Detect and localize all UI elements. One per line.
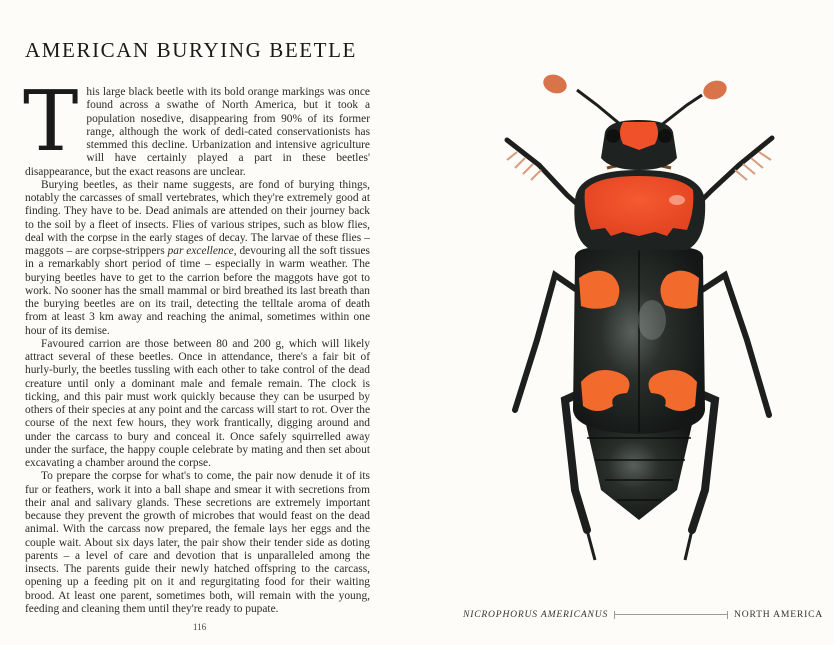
- paragraph-1: [23, 73, 370, 179]
- paragraph-text: , devouring all the soft tissues in a remarkably short period of time – especially in warm weather. The burying beetles have to get to the carrion before the maggots have got to work. No sooner has the small mammal or bird breathed its last breath than the burying beetles are on its trail, detecting the telltale aroma of death from at least 3 km away and reaching the animal, sometimes within one hour of its demise.: [25, 245, 370, 337]
- pronotum-orange: [585, 176, 694, 236]
- drop-cap: T: [23, 73, 79, 170]
- paragraph-text: Burying beetles, as their name suggests, are fond of burying things, notably the carcasses of small vertebrates, which they're extremely good at finding. They have to be. Dead animals are attended on their journey back to the soil by a fleet of insects. Flies of various stripes, such as blow flies, deal with the corpse in the early stages of decay. The larvae of these flies – maggots – are corpse-strippers: [25, 178, 370, 257]
- beetle-illustration: [477, 60, 797, 580]
- article-body: [23, 73, 370, 616]
- paragraph-4: To prepare the corpse for what's to come, the pair now denude it of its fur or feathers, work it into a ball shape and smear it with secretions from their anal and salivary glands. These secretions are extremely important because they prevent the growth of microbes that would feast on the dead animal. With the carcass now prepared, the female lays her eggs and the couple wait. About six days later, the pair show their tender side as doting parents – a level of care and devotion that is unparalleled among the insects. The parents guide their newly hatched offspring to the carcass, opening up a feeding pit on it and regurgitating food for their waiting brood. At least one parent, sometimes both, will remain with the young, feeding and cleaning them until they're ready to pupate.: [25, 470, 370, 615]
- specimen-caption: [463, 607, 823, 621]
- species-name: NICROPHORUS AMERICANUS: [463, 608, 609, 620]
- page-title: AMERICAN BURYING BEETLE: [25, 38, 357, 62]
- right-page: [417, 0, 834, 645]
- italic-phrase: par excellence: [167, 245, 234, 257]
- abdomen: [585, 420, 693, 520]
- page-number: 116: [193, 622, 207, 632]
- paragraph-3: Favoured carrion are those between 80 and 200 g, which will likely attract several of these beetles. Once in attendance, there's a fair bit of hurly-burly, the beetles tussling with each other to take control of the dead creature until only a dominant male and female remain. The clock is ticking, and this pair must work quickly because they can be usurped by others of their species at any point and the carcass will start to rot. Over the course of the next few hours, they work frantically, digging around and under the carcass to bury and conceal it. Once safely squirrelled away under the surface, the happy couple celebrate by mating and then set about excavating a chamber around the corpse.: [25, 337, 370, 469]
- paragraph-2: [25, 179, 370, 338]
- region-label: NORTH AMERICA: [734, 608, 823, 620]
- caption-divider: [614, 614, 728, 615]
- paragraph-text: his large black beetle with its bold orange markings was once found across a swathe of North America, but it took a population nosedive, disappearing from 90% of its former range, although the work of dedi-cated conservationists has stemmed this decline. Urbanization and intensive agriculture will have certainly played a part in these beetles' disappearance, but the exact reasons are unclear.: [25, 86, 370, 178]
